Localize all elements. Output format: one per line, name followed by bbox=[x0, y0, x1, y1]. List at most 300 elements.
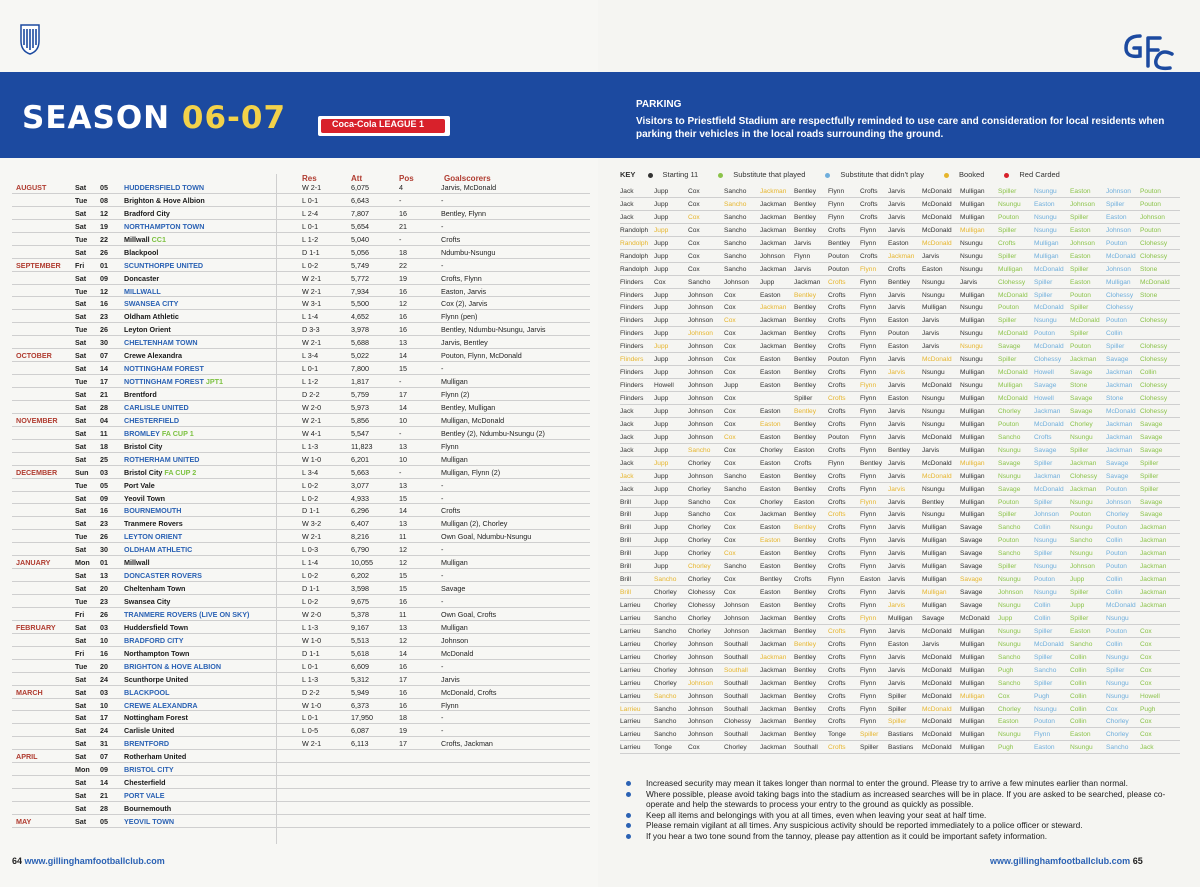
lineup-player: Flynn bbox=[860, 472, 877, 480]
lineup-player: Clohessy bbox=[1106, 291, 1134, 299]
lineup-player: Chorley bbox=[760, 446, 783, 454]
notice-text: If you hear a two tone sound from the tannoy, please pay attention as it could be important safety information. bbox=[646, 830, 1048, 841]
fixture-position: 16 bbox=[399, 597, 407, 606]
fixture-day: Sat bbox=[75, 545, 87, 555]
lineup-player: Jupp bbox=[654, 498, 669, 506]
lineup-player: Nsungu bbox=[960, 382, 983, 390]
fixture-scorers: Mulligan bbox=[441, 622, 468, 632]
key-label: KEY bbox=[620, 170, 636, 179]
lineup-player: Pouton bbox=[1106, 317, 1127, 325]
fixture-attendance: 6,202 bbox=[351, 571, 369, 581]
key-item-label: Substitute that didn't play bbox=[840, 170, 924, 179]
fixture-date: 28 bbox=[100, 804, 108, 813]
lineup-player: Sancho bbox=[724, 188, 747, 195]
lineup-player: Jarvis bbox=[922, 252, 940, 260]
opponent-name: NORTHAMPTON TOWN bbox=[124, 221, 205, 231]
fixture-attendance: 6,373 bbox=[351, 700, 369, 710]
lineup-player: Flynn bbox=[860, 524, 877, 532]
lineup-player: Jarvis bbox=[922, 330, 940, 338]
fixture-date: 21 bbox=[100, 390, 108, 399]
lineup-player: Bentley bbox=[794, 653, 816, 661]
fixture-result: W 2-1 bbox=[302, 273, 322, 283]
lineup-player: Brill bbox=[620, 537, 631, 545]
fixture-result: L 0-1 bbox=[302, 661, 319, 671]
lineup-player: Jarvis bbox=[888, 576, 906, 584]
fixture-result: D 1-1 bbox=[302, 247, 320, 257]
opponent-name: Brentford bbox=[124, 390, 157, 399]
lineup-player: Sancho bbox=[654, 731, 677, 739]
lineup-player: Mulligan bbox=[922, 589, 947, 597]
fixture-attendance: 10,055 bbox=[351, 558, 373, 568]
fixture-opponent bbox=[124, 675, 188, 684]
lineup-player: Jackman bbox=[1140, 563, 1167, 571]
opponent-name: Chesterfield bbox=[124, 778, 166, 788]
lineup-player: Jackman bbox=[760, 200, 787, 208]
fixture-scorers: Flynn (pen) bbox=[441, 312, 478, 322]
lineup-player: Flynn bbox=[860, 537, 877, 545]
lineup-player: Easton bbox=[888, 239, 909, 247]
fixture-opponent bbox=[124, 390, 157, 399]
lineup-player: Chorley bbox=[1106, 731, 1129, 739]
fixture-attendance: 6,609 bbox=[351, 661, 369, 671]
lineup-player: Nsungu bbox=[1034, 563, 1057, 571]
lineup-player: Jupp bbox=[654, 433, 669, 441]
lineup-player: Crofts bbox=[828, 589, 846, 597]
fixture-day: Tue bbox=[75, 597, 88, 606]
lineup-player: Bentley bbox=[794, 407, 816, 415]
lineup-player: Mulligan bbox=[960, 291, 985, 299]
fixture-scorers: Cox (2), Jarvis bbox=[441, 299, 488, 309]
fixture-day: Sat bbox=[75, 338, 87, 348]
fixture-scorers: Crofts, Jackman bbox=[441, 739, 493, 749]
lineup-player: Flinders bbox=[620, 343, 644, 351]
lineup-player: Flynn bbox=[1034, 731, 1051, 739]
lineup-player: Mulligan bbox=[960, 459, 985, 467]
lineup-player: Jarvis bbox=[888, 602, 906, 609]
lineup-player: Collin bbox=[1034, 524, 1051, 532]
lineup-player: McDonald bbox=[922, 356, 952, 364]
lineup-player: Jupp bbox=[998, 614, 1013, 622]
lineup-player: Cox bbox=[724, 524, 736, 532]
fixture-date: 03 bbox=[100, 687, 108, 697]
fixture-opponent bbox=[124, 791, 165, 800]
notice-item bbox=[620, 789, 1180, 810]
fixture-scorers: Johnson bbox=[441, 635, 469, 645]
fixture-date: 16 bbox=[100, 506, 108, 516]
lineup-player: Bentley bbox=[794, 563, 816, 571]
page-number-right: 65 bbox=[1132, 856, 1143, 866]
fixture-opponent bbox=[124, 455, 199, 464]
lineup-player: Spiller bbox=[1034, 653, 1053, 661]
fixture-position: 12 bbox=[399, 545, 407, 555]
lineup-player: Johnson bbox=[688, 369, 713, 377]
lineup-player: Crofts bbox=[828, 278, 846, 286]
fixture-scorers: Savage bbox=[441, 584, 466, 594]
lineup-player: Spiller bbox=[1106, 666, 1125, 674]
fixture-date: 22 bbox=[100, 234, 108, 244]
lineup-player: Easton bbox=[1070, 226, 1091, 234]
lineup-player: Easton bbox=[760, 420, 781, 428]
lineup-player: Flinders bbox=[620, 317, 644, 325]
lineup-player: Jackman bbox=[760, 640, 787, 648]
fixture-opponent bbox=[124, 532, 182, 541]
lineup-player: Flynn bbox=[860, 382, 877, 390]
lineup-player: Savage bbox=[922, 614, 945, 622]
fixture-opponent bbox=[124, 571, 202, 580]
lineup-player: Cox bbox=[1106, 705, 1118, 713]
fixture-day: Sat bbox=[75, 726, 87, 736]
table-row bbox=[12, 504, 590, 517]
lineup-player: Crofts bbox=[1034, 433, 1052, 441]
lineup-player: Jackman bbox=[760, 304, 787, 312]
fixture-attendance: 1,817 bbox=[351, 377, 369, 387]
table-row bbox=[12, 492, 590, 505]
fixture-opponent bbox=[124, 287, 161, 296]
lineup-row bbox=[620, 496, 1180, 509]
lineup-player: Spiller bbox=[1106, 200, 1125, 208]
competition-tag: FA CUP 2 bbox=[164, 467, 197, 477]
lineup-player: Pugh bbox=[1140, 705, 1156, 713]
lineup-player: Jupp bbox=[654, 226, 669, 234]
lineup-player: Pouton bbox=[998, 213, 1019, 221]
lineup-player: Southall bbox=[724, 640, 748, 648]
fixture-date: 10 bbox=[100, 635, 108, 645]
lineup-player: Spiller bbox=[888, 692, 907, 700]
league-badge bbox=[318, 116, 450, 136]
lineup-player: Cox bbox=[1140, 666, 1152, 674]
lineup-player: Collin bbox=[1106, 330, 1123, 338]
lineup-player: Johnson bbox=[1106, 226, 1131, 234]
lineup-player: Cox bbox=[724, 356, 736, 364]
lineup-player: Spiller bbox=[1070, 265, 1089, 273]
lineup-player: Pouton bbox=[828, 433, 849, 441]
lineup-player: Spiller bbox=[998, 317, 1017, 325]
lineup-player: Brill bbox=[620, 498, 631, 506]
fixture-scorers: Mulligan, McDonald bbox=[441, 415, 505, 425]
fixture-scorers: - bbox=[441, 364, 444, 374]
lineup-player: Johnson bbox=[998, 589, 1023, 597]
fixture-opponent bbox=[124, 726, 174, 735]
lineup-player: Bentley bbox=[794, 679, 816, 687]
lineup-player: Crofts bbox=[860, 252, 878, 260]
table-row bbox=[12, 776, 590, 789]
lineup-player: Crofts bbox=[828, 718, 846, 726]
lineup-player: Mulligan bbox=[922, 524, 947, 532]
fixture-date: 03 bbox=[100, 622, 108, 632]
lineup-player: Easton bbox=[860, 576, 881, 584]
fixture-scorers: Crofts bbox=[441, 506, 461, 516]
lineup-player: Jackman bbox=[1140, 589, 1167, 597]
lineup-player: Sancho bbox=[724, 485, 747, 493]
fixture-date: 09 bbox=[100, 273, 108, 283]
fixture-scorers: - bbox=[441, 726, 444, 736]
lineup-player: Larrieu bbox=[620, 602, 641, 609]
table-row bbox=[12, 259, 590, 272]
lineup-player: Jackman bbox=[1106, 446, 1133, 454]
fixture-scorers: McDonald bbox=[441, 648, 474, 658]
lineup-player: Jupp bbox=[654, 511, 669, 519]
lineup-player: Flinders bbox=[620, 356, 644, 364]
lineup-player: Jarvis bbox=[922, 446, 940, 454]
fixture-day: Sat bbox=[75, 713, 87, 723]
table-row bbox=[12, 388, 590, 401]
fixture-day: Tue bbox=[75, 377, 88, 387]
lineup-player: Sancho bbox=[998, 653, 1021, 661]
lineup-player: Collin bbox=[1070, 666, 1087, 674]
website-link-left[interactable]: www.gillinghamfootballclub.com bbox=[24, 856, 165, 866]
lineup-player: Spiller bbox=[1070, 589, 1089, 597]
lineup-player: Cox bbox=[1140, 718, 1152, 726]
lineup-player: Jarvis bbox=[888, 459, 906, 467]
lineup-player: Crofts bbox=[828, 653, 846, 661]
lineup-player: Crofts bbox=[998, 239, 1016, 247]
lineup-player: Jupp bbox=[760, 278, 775, 286]
lineup-player: Collin bbox=[1034, 602, 1051, 609]
lineup-player: Spiller bbox=[1140, 459, 1159, 467]
lineup-player: Chorley bbox=[998, 705, 1021, 713]
lineup-player: Nsungu bbox=[960, 343, 983, 351]
lineup-player: Nsungu bbox=[1034, 589, 1057, 597]
lineup-player: Crofts bbox=[828, 407, 846, 415]
lineup-player: Bentley bbox=[794, 369, 816, 377]
lineup-player: Collin bbox=[1106, 537, 1123, 545]
fixture-position: 18 bbox=[399, 247, 407, 257]
lineup-player: Nsungu bbox=[1106, 679, 1129, 687]
lineup-player: Mulligan bbox=[960, 627, 985, 635]
fixture-opponent bbox=[124, 261, 203, 270]
table-row bbox=[12, 556, 590, 569]
lineup-player: Savage bbox=[1070, 407, 1093, 415]
fixture-day: Sat bbox=[75, 635, 87, 645]
lineup-player: Pouton bbox=[828, 356, 849, 364]
lineup-player: Bentley bbox=[794, 213, 816, 221]
season-word: SEASON bbox=[22, 100, 171, 136]
fixture-opponent bbox=[124, 338, 198, 347]
lineup-player: Nsungu bbox=[1070, 524, 1093, 532]
table-row bbox=[12, 233, 590, 246]
fixture-result: D 1-1 bbox=[302, 584, 320, 594]
lineup-player: Mulligan bbox=[960, 369, 985, 377]
lineup-player: Savage bbox=[1140, 511, 1163, 519]
key-dot-icon bbox=[944, 173, 949, 178]
lineup-player: Cox bbox=[688, 200, 700, 208]
lineup-player: Jarvis bbox=[888, 498, 906, 506]
fixture-attendance: 11,823 bbox=[351, 441, 373, 451]
lineup-player: Jarvis bbox=[888, 653, 906, 661]
table-row bbox=[12, 724, 590, 737]
lineup-player: Sancho bbox=[998, 550, 1021, 558]
lineup-player: Mulligan bbox=[922, 602, 947, 609]
fixture-date: 16 bbox=[100, 299, 108, 309]
lineup-player: Chorley bbox=[654, 653, 677, 661]
lineup-player: Cox bbox=[724, 459, 736, 467]
bullet-icon bbox=[626, 792, 631, 797]
opponent-name: Tranmere Rovers bbox=[124, 519, 183, 529]
fixture-result: L 1-4 bbox=[302, 312, 319, 322]
lineup-player: Flynn bbox=[860, 679, 877, 687]
lineup-player: Collin bbox=[1034, 614, 1051, 622]
lineup-row bbox=[620, 703, 1180, 716]
table-row bbox=[12, 414, 590, 427]
lineup-player: Larrieu bbox=[620, 627, 641, 635]
lineup-player: Jackman bbox=[1070, 485, 1097, 493]
lineup-player: Jackman bbox=[1140, 524, 1167, 532]
lineup-row bbox=[620, 741, 1180, 754]
lineup-player: McDonald bbox=[922, 705, 952, 713]
lineup-player: Collin bbox=[1070, 718, 1087, 726]
fixture-result: W 1-0 bbox=[302, 635, 322, 645]
table-row bbox=[12, 349, 590, 362]
table-row bbox=[12, 815, 590, 828]
lineup-player: Jackman bbox=[760, 317, 787, 325]
fixture-result: W 2-0 bbox=[302, 609, 322, 619]
lineup-player: Sancho bbox=[654, 705, 677, 713]
opponent-name: SWANSEA CITY bbox=[124, 299, 179, 309]
lineup-player: McDonald bbox=[922, 731, 952, 739]
lineup-player: Bentley bbox=[794, 188, 816, 195]
lineup-player: Brill bbox=[620, 524, 631, 532]
lineup-player: Pouton bbox=[1106, 563, 1127, 571]
lineup-player: Pouton bbox=[1034, 576, 1055, 584]
lineup-player: McDonald bbox=[998, 330, 1028, 338]
lineup-player: Mulligan bbox=[1034, 252, 1059, 260]
lineup-player: Spiller bbox=[1106, 343, 1125, 351]
lineup-player: Spiller bbox=[1034, 291, 1053, 299]
fixture-position: 16 bbox=[399, 661, 407, 671]
fixture-result: W 1-0 bbox=[302, 454, 322, 464]
lineup-player: Johnson bbox=[1106, 498, 1131, 506]
lineup-player: Sancho bbox=[688, 278, 711, 286]
fixture-day: Sun bbox=[75, 467, 89, 477]
lineup-player: McDonald bbox=[922, 188, 952, 195]
key-item-label: Starting 11 bbox=[662, 170, 699, 179]
lineup-player: Flinders bbox=[620, 291, 644, 299]
table-row bbox=[12, 647, 590, 660]
lineup-player: Easton bbox=[760, 589, 781, 597]
fixture-date: 30 bbox=[100, 338, 108, 348]
opponent-name: Leyton Orient bbox=[124, 325, 171, 335]
fixture-position: 15 bbox=[399, 493, 407, 503]
lineup-player: Southall bbox=[794, 744, 818, 752]
fixture-attendance: 6,643 bbox=[351, 195, 369, 205]
lineup-player: Jarvis bbox=[922, 640, 940, 648]
lineup-player: Mulligan bbox=[960, 317, 985, 325]
lineup-player: Crofts bbox=[828, 446, 846, 454]
lineup-player: Spiller bbox=[794, 395, 813, 402]
lineup-player: Nsungu bbox=[1070, 550, 1093, 558]
fixture-opponent bbox=[124, 274, 159, 283]
lineup-player: Savage bbox=[1140, 420, 1163, 428]
lineup-player: Spiller bbox=[998, 356, 1017, 364]
lineup-player: Flynn bbox=[860, 498, 877, 506]
fixture-date: 07 bbox=[100, 752, 108, 762]
table-row bbox=[12, 466, 590, 479]
opponent-name: BLACKPOOL bbox=[124, 687, 170, 697]
lineup-player: McDonald bbox=[1106, 407, 1136, 415]
lineup-player: Flinders bbox=[620, 330, 644, 338]
lineup-player: Flynn bbox=[828, 576, 845, 584]
fixture-result: L 0-3 bbox=[302, 545, 319, 555]
fixture-position: 19 bbox=[399, 726, 407, 736]
fixture-scorers: Flynn bbox=[441, 700, 459, 710]
fixture-day: Sat bbox=[75, 752, 87, 762]
lineup-player: Pouton bbox=[1106, 627, 1127, 635]
opponent-name: OLDHAM ATHLETIC bbox=[124, 545, 193, 555]
fixture-scorers: - bbox=[441, 480, 444, 490]
table-row bbox=[12, 517, 590, 530]
lineup-player: Flynn bbox=[860, 265, 877, 273]
fixture-date: 12 bbox=[100, 208, 108, 218]
lineup-player: Chorley bbox=[1106, 718, 1129, 726]
fixture-position: 12 bbox=[399, 558, 407, 568]
footer-left bbox=[12, 856, 165, 866]
fixture-result: L 1-4 bbox=[302, 558, 319, 568]
lineup-player: Clohessy bbox=[998, 278, 1026, 286]
lineup-player: Crofts bbox=[828, 627, 846, 635]
lineup-player: Jackman bbox=[760, 731, 787, 739]
fixture-position: 4 bbox=[399, 183, 403, 192]
lineup-player: McDonald bbox=[922, 433, 952, 441]
fixture-result: W 1-0 bbox=[302, 700, 322, 710]
table-row bbox=[12, 285, 590, 298]
fixture-position: 14 bbox=[399, 648, 407, 658]
opponent-name: SCUNTHORPE UNITED bbox=[124, 260, 204, 270]
fixture-result: L 0-1 bbox=[302, 364, 319, 374]
lineup-player: Cox bbox=[724, 576, 736, 584]
fixture-attendance: 5,513 bbox=[351, 635, 369, 645]
lineup-player: Cox bbox=[724, 589, 736, 597]
lineup-player: Bentley bbox=[794, 627, 816, 635]
lineup-player: Pouton bbox=[998, 304, 1019, 312]
lineup-player: Savage bbox=[1140, 446, 1163, 454]
lineup-player: Mulligan bbox=[960, 188, 985, 195]
lineup-player: Bentley bbox=[888, 278, 910, 286]
lineup-player: Cox bbox=[688, 226, 700, 234]
lineup-player: Cox bbox=[654, 278, 666, 286]
lineup-player: Flynn bbox=[860, 278, 877, 286]
lineup-player: Stone bbox=[1070, 382, 1088, 390]
fixture-date: 23 bbox=[100, 597, 108, 606]
website-link-right[interactable]: www.gillinghamfootballclub.com bbox=[990, 856, 1131, 866]
fixture-position: 18 bbox=[399, 713, 407, 723]
lineup-row bbox=[620, 224, 1180, 237]
lineup-player: Jackman bbox=[760, 627, 787, 635]
fixture-result: L 1-3 bbox=[302, 674, 319, 684]
fixture-opponent bbox=[124, 610, 249, 619]
fixture-position: 13 bbox=[399, 480, 407, 490]
lineup-player: Bentley bbox=[794, 472, 816, 480]
lineup-player: Collin bbox=[1106, 589, 1123, 597]
lineup-player: Jack bbox=[620, 420, 634, 428]
opponent-name: CREWE ALEXANDRA bbox=[124, 700, 198, 710]
lineup-player: Clohessy bbox=[1140, 343, 1168, 351]
fixture-scorers: Flynn (2) bbox=[441, 390, 470, 399]
lineup-player: Nsungu bbox=[960, 330, 983, 338]
fixture-date: 10 bbox=[100, 700, 108, 710]
lineup-row bbox=[620, 431, 1180, 444]
lineup-row bbox=[620, 340, 1180, 353]
fixture-day: Sat bbox=[75, 493, 87, 503]
opponent-name: Bradford City bbox=[124, 208, 170, 218]
lineup-player: Jarvis bbox=[888, 679, 906, 687]
notice-item bbox=[620, 820, 1180, 831]
fixture-opponent bbox=[124, 416, 179, 425]
lineup-player: Crofts bbox=[828, 472, 846, 480]
fixture-date: 31 bbox=[100, 739, 108, 749]
fixture-attendance: 5,500 bbox=[351, 299, 369, 309]
lineup-player: Crofts bbox=[828, 524, 846, 532]
lineup-player: Mulligan bbox=[1106, 278, 1131, 286]
